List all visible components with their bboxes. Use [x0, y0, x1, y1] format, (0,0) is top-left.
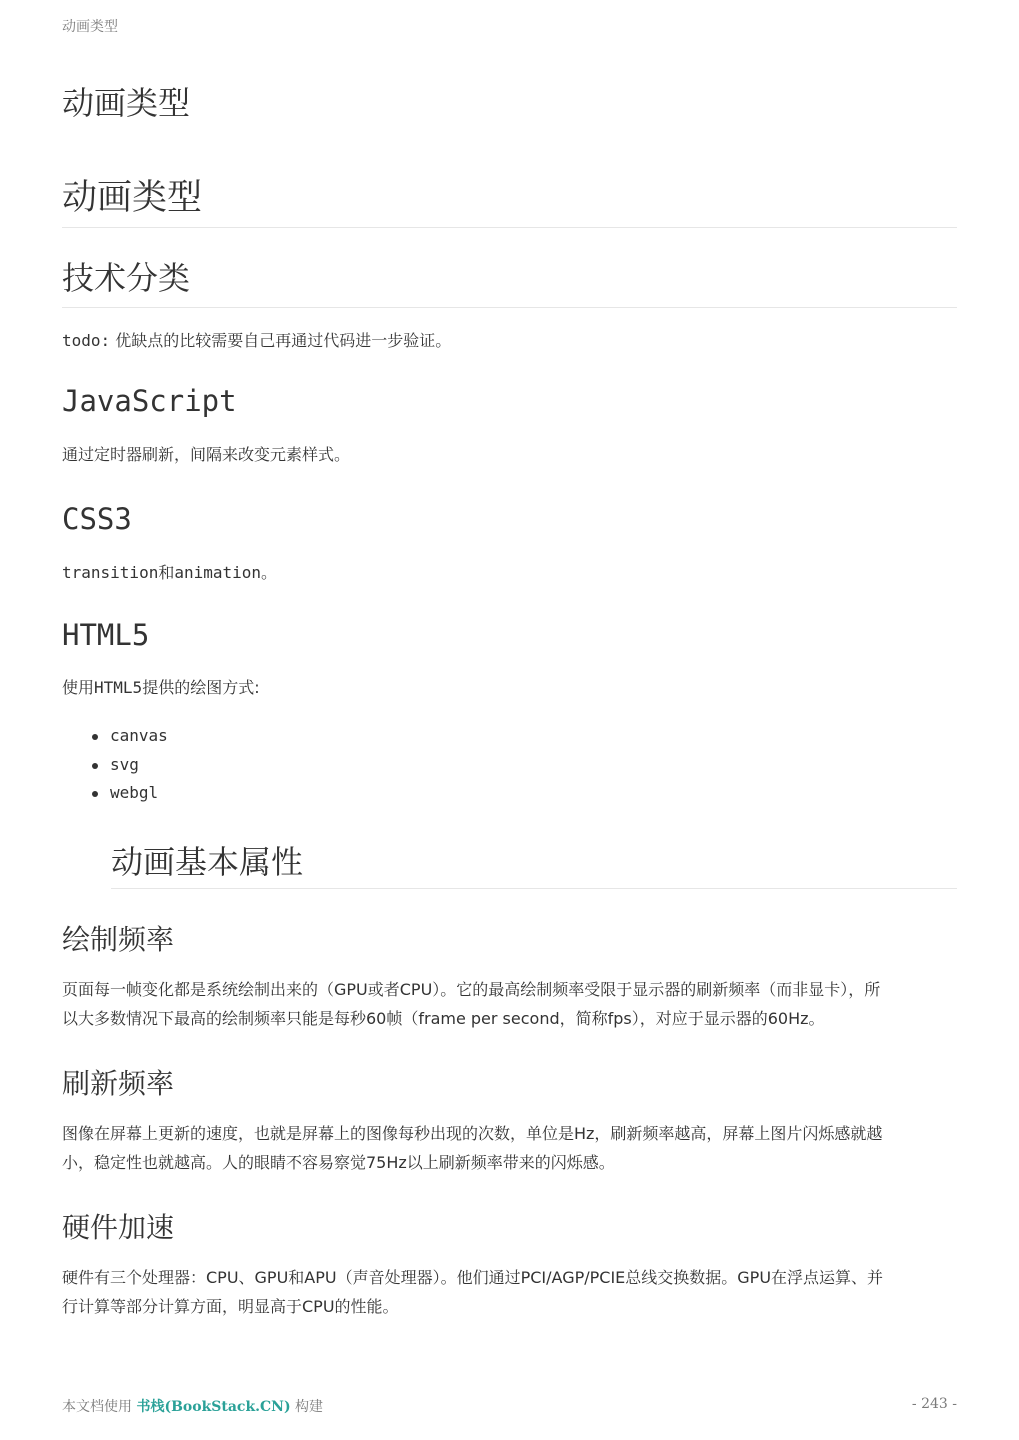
- page-number: - 243 -: [911, 1396, 957, 1412]
- heading-javascript: JavaScript: [62, 384, 237, 418]
- css3-conj: 和: [158, 563, 175, 582]
- draw-frequency-paragraph: [62, 975, 880, 1033]
- heading-html5: HTML5: [62, 618, 150, 652]
- html5-text-c: 提供的绘图方式:: [142, 678, 260, 697]
- hardware-paragraph: [62, 1263, 883, 1321]
- heading-animation-properties: 动画基本属性: [111, 843, 304, 881]
- list-item: webgl: [88, 779, 168, 808]
- todo-label: todo:: [62, 331, 111, 350]
- refresh-line-1: 图像在屏幕上更新的速度，也就是屏幕上的图像每秒出现的次数，单位是Hz，刷新频率越高，屏幕上图片闪烁感就越: [62, 1124, 883, 1143]
- css3-transition: transition: [62, 563, 159, 582]
- hw-line-1: 硬件有三个处理器：CPU、GPU和APU（声音处理器）。他们通过PCI/AGP/PCIE总线交换数据。GPU在浮点运算、并: [62, 1268, 884, 1287]
- heading-refresh-rate: 刷新频率: [62, 1067, 175, 1100]
- css3-animation: animation: [174, 563, 262, 582]
- draw-line-2: 以大多数情况下最高的绘制频率只能是每秒60帧（frame per second，简称fps），对应于显示器的60Hz。: [62, 1009, 825, 1028]
- document-title: 动画类型: [62, 84, 191, 122]
- draw-line-1: 页面每一帧变化都是系统绘制出来的（GPU或者CPU）。它的最高绘制频率受限于显示器的刷新频率（而非显卡），所: [62, 980, 881, 999]
- html5-drawing-list: [88, 722, 168, 808]
- refresh-rate-paragraph: [62, 1119, 882, 1177]
- footer-suffix: 构建: [290, 1399, 324, 1415]
- refresh-line-2: 小，稳定性也就越高。人的眼睛不容易察觉75Hz以上刷新频率带来的闪烁感。: [62, 1153, 615, 1172]
- javascript-paragraph: 通过定时器刷新，间隔来改变元素样式。: [62, 445, 351, 464]
- heading-divider: [111, 888, 957, 889]
- css3-paragraph: [62, 558, 277, 587]
- heading-tech-categories: 技术分类: [62, 259, 191, 297]
- list-item: svg: [88, 751, 168, 780]
- footer-credit: [62, 1396, 323, 1416]
- heading-animation-types: 动画类型: [62, 178, 203, 218]
- footer-prefix: 本文档使用: [62, 1399, 137, 1415]
- heading-hardware-acceleration: 硬件加速: [62, 1211, 175, 1244]
- running-header: 动画类型: [62, 19, 118, 35]
- html5-text-b: HTML5: [94, 678, 143, 697]
- list-item: canvas: [88, 722, 168, 751]
- css3-period: 。: [261, 563, 278, 582]
- todo-paragraph: [62, 326, 451, 355]
- heading-divider: [62, 307, 957, 308]
- heading-css3: CSS3: [62, 502, 132, 536]
- html5-text-a: 使用: [62, 678, 95, 697]
- html5-paragraph: [62, 673, 260, 702]
- todo-text: 优缺点的比较需要自己再通过代码进一步验证。: [110, 331, 452, 350]
- bookstack-link[interactable]: 书栈(BookStack.CN): [136, 1399, 291, 1415]
- heading-draw-frequency: 绘制频率: [62, 923, 175, 956]
- heading-divider: [62, 227, 957, 228]
- hw-line-2: 行计算等部分计算方面，明显高于CPU的性能。: [62, 1297, 399, 1316]
